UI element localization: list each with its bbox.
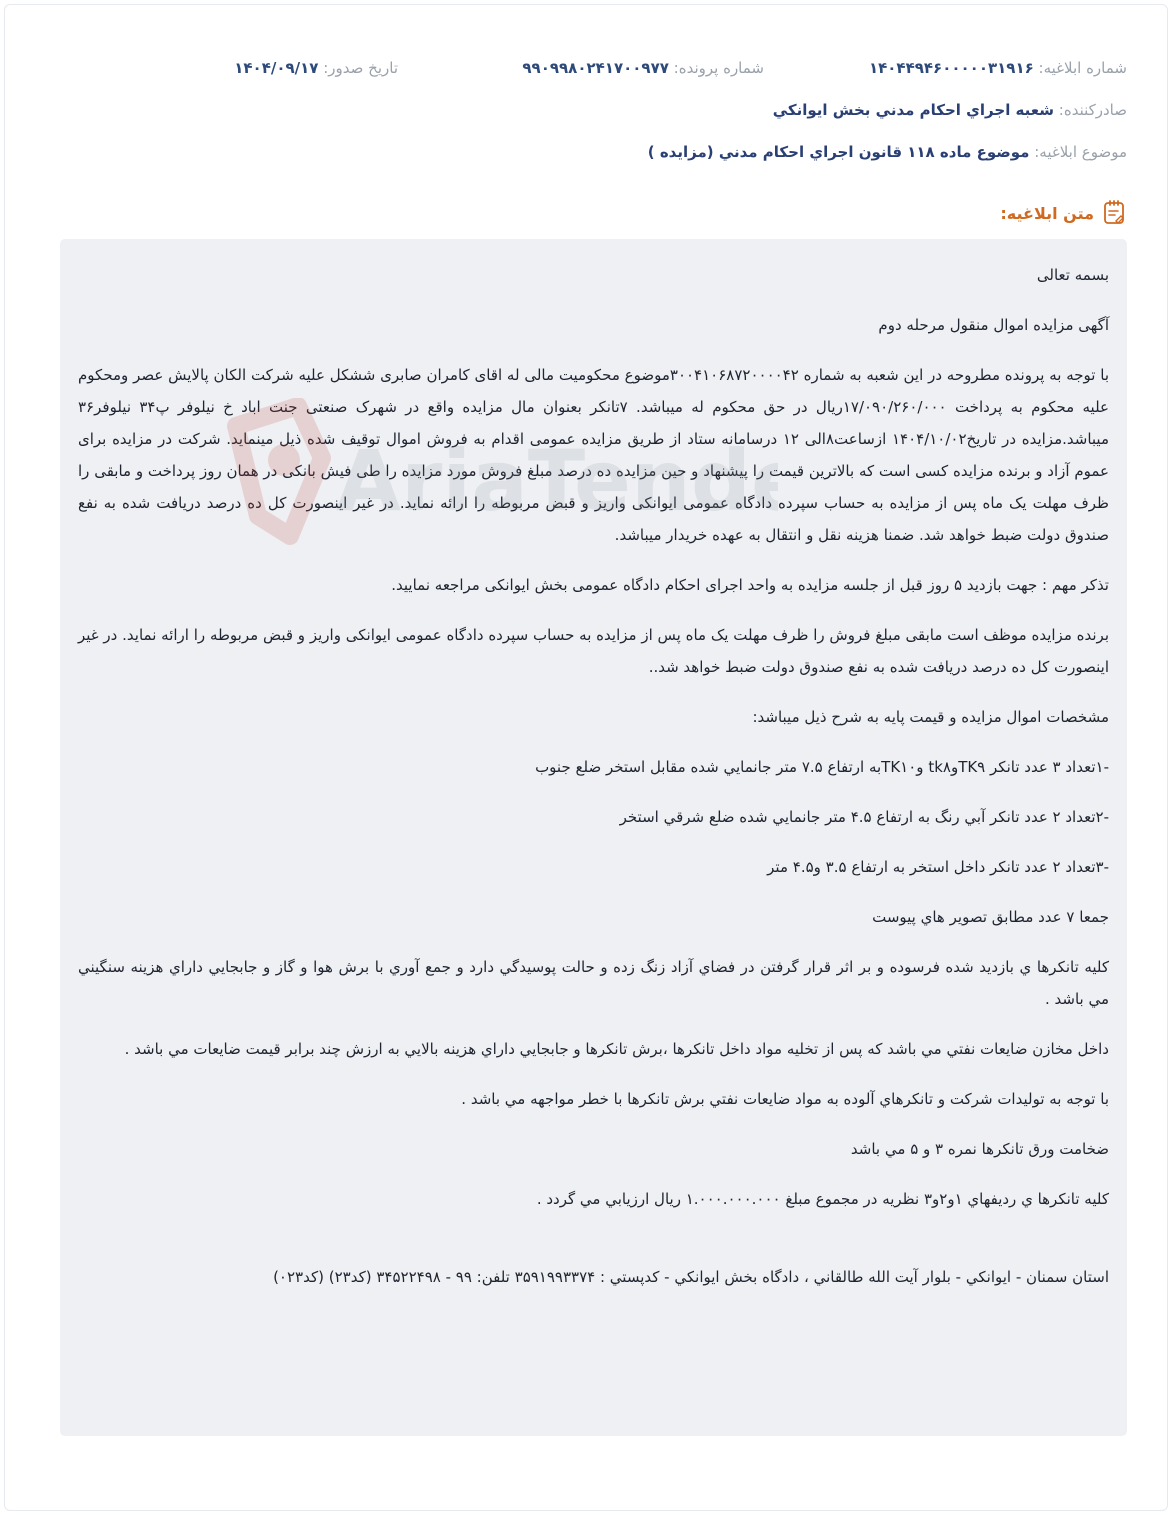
notice-number-value: ۱۴۰۴۴۹۴۶۰۰۰۰۰۳۱۹۱۶: [868, 59, 1034, 77]
issue-date-value: ۱۴۰۴/۰۹/۱۷: [234, 59, 319, 77]
body-paragraph: ضخامت ورق تانکرها نمره ۳ و ۵ مي باشد: [850, 1140, 1109, 1158]
issue-date-field: [234, 59, 398, 77]
issuer-field: [773, 101, 1127, 119]
body-paragraph: با توجه به توليدات شرکت و تانکرهاي آلوده به مواد ضايعات نفتي برش تانکرها با خطر مواجهه مي باشد .: [461, 1090, 1109, 1108]
section-title: متن ابلاغيه:: [1000, 203, 1094, 223]
subject-value: موضوع ماده ۱۱۸ قانون اجراي احکام مدني (مزايده ): [647, 143, 1030, 161]
subject-field: [648, 143, 1127, 161]
body-paragraph: کليه تانکرها ي بازديد شده فرسوده و بر اثر قرار گرفتن در فضاي آزاد زنگ زده و حالت پوسيدگي دارد و جمع آوري با برش هوا و گاز و جابجايي داراي هزينه سنگيني مي باشد .: [78, 958, 1109, 1008]
issue-date-label: تاريخ صدور:: [323, 59, 398, 77]
body-paragraph: آگهی مزایده اموال منقول مرحله دوم: [878, 316, 1109, 334]
case-number-field: [522, 59, 764, 77]
notice-text-heading: [1000, 200, 1126, 226]
body-paragraph: -۲تعداد ۲ عدد تانکر آبي رنگ به ارتفاع ۴.۵ متر جانمايي شده ضلع شرقي استخر: [619, 808, 1109, 826]
notice-number-label: شماره ابلاغيه:: [1038, 59, 1127, 77]
body-paragraph: کليه تانکرها ي رديفهاي ۱و۲و۳ نظريه در مجموع مبلغ ۱.۰۰۰.۰۰۰.۰۰۰ ريال ارزيابي مي گردد .: [536, 1190, 1109, 1208]
body-paragraph: مشخصات اموال مزایده و قیمت پایه به شرح ذیل میباشد:: [752, 708, 1109, 726]
issuer-value: شعبه اجراي احکام مدني بخش ايوانکي: [772, 101, 1054, 119]
body-paragraph: داخل مخازن ضايعات نفتي مي باشد که پس از تخليه مواد داخل تانکرها ،برش تانکرها و جابجايي داراي هزينه بالايي به ارزش چند برابر قيمت ضايعات مي باشد .: [124, 1040, 1109, 1058]
subject-label: موضوع ابلاغيه:: [1034, 143, 1127, 161]
footer-address: استان سمنان - ايوانکي - بلوار آيت الله طالقاني ، دادگاه بخش ايوانکي - کدپستي : ۳۵۹۱۹۹۳۳۷۴ تلفن: ۹۹ - ۳۴۵۲۲۴۹۸ (کد۲۳) (کد۰۲۳): [273, 1268, 1109, 1286]
notice-body: [60, 239, 1127, 1436]
body-paragraph: با توجه به پرونده مطروحه در این شعبه به شماره ۳۰۰۴۱۰۶۸۷۲۰۰۰۰۴۲موضوع محکومیت مالی له اقای کامران صابری ششکل علیه شرکت الکان پالایش عصر ومحکوم علیه محکوم به پرداخت ۱۷/۰۹۰/۲۶۰/۰۰۰ریال در حق محکوم له میباشد. ۷تانکر بعنوان مال مزایده واقع در شهرک صنعتی جنت اباد خ نیلوفر پ۳۴ نیلوفر۳۶ میباشد.مزایده در تاریخ۱۴۰۴/۱۰/۰۲ ازساعت۸الی ۱۲ درسامانه ستاد از طریق مزایده عمومی اقدام به فروش اموال توقیف شده ذیل مینماید. شرکت در مزایده برای عموم آزاد و برنده مزایده کسی است که بالاترین قیمت را پیشنهاد و حین مزایده ده درصد مبلغ فروش مورد مزایده را طی فیش بانکی در همان روز پرداخت و مابقی را ظرف مهلت یک ماه پس از مزایده به حساب سپرده دادگاه عمومی ایوانکی واریز و قبض مربوطه را ارائه نماید. در غیر اینصورت کل ده درصد دریافت شده به نفع صندوق دولت ضبط خواهد شد. ضمنا هزینه نقل و انتقال به عهده خریدار میباشد.: [78, 366, 1110, 544]
case-number-label: شماره پرونده:: [673, 59, 764, 77]
body-paragraph: -۳تعداد ۲ عدد تانکر داخل استخر به ارتفاع ۳.۵ و۴.۵ متر: [767, 858, 1109, 876]
body-paragraph: تذکر مهم : جهت بازدید ۵ روز قبل از جلسه مزایده به واحد اجرای احکام دادگاه عمومی بخش ایوانکی مراجعه نمایید.: [391, 576, 1109, 594]
body-paragraph: جمعا ۷ عدد مطابق تصوير هاي پيوست: [872, 908, 1109, 926]
body-paragraph: بسمه تعالی: [1036, 266, 1109, 284]
notice-number-field: [869, 59, 1127, 77]
document-note-icon: [1102, 200, 1126, 226]
issuer-label: صادرکننده:: [1058, 101, 1127, 119]
case-number-value: ۹۹۰۹۹۸۰۲۴۱۷۰۰۹۷۷: [522, 59, 669, 77]
body-paragraph: برنده مزایده موظف است مابقی مبلغ فروش را ظرف مهلت یک ماه پس از مزایده به حساب سپرده دادگاه عمومی ایوانکی واریز و قبض مربوطه را ارائه نماید. در غیر اینصورت کل ده درصد دریافت شده به نفع صندوق دولت ضبط خواهد شد..: [78, 626, 1109, 676]
body-paragraph: -۱تعداد ۳ عدد تانکر TK۹وtk۸ وTK۱۰به ارتفاع ۷.۵ متر جانمايي شده مقابل استخر ضلع جنوب: [535, 758, 1109, 776]
